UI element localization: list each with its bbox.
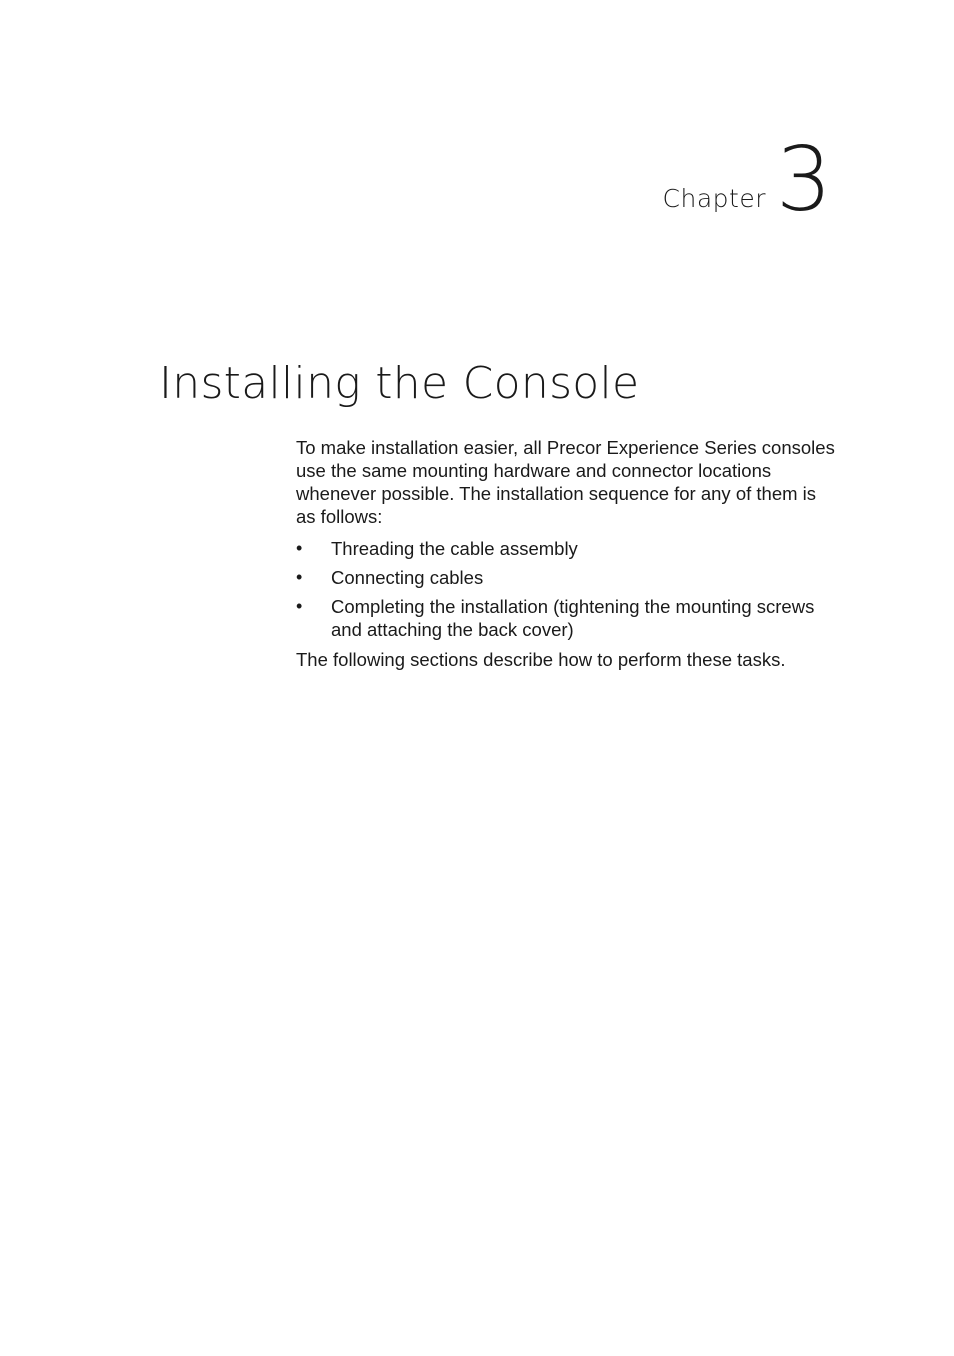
list-item-text: Threading the cable assembly bbox=[331, 538, 578, 559]
chapter-label: Chapter bbox=[662, 184, 766, 213]
page-title: Installing the Console bbox=[159, 358, 640, 409]
installation-steps-list bbox=[296, 537, 836, 641]
bullet-icon: • bbox=[296, 596, 303, 616]
chapter-body bbox=[296, 436, 836, 671]
chapter-number: 3 bbox=[776, 128, 832, 231]
list-item bbox=[296, 595, 836, 641]
list-item-text: Completing the installation (tightening the mounting screws and attaching the back cover) bbox=[331, 596, 815, 640]
bullet-icon: • bbox=[296, 567, 303, 587]
list-item bbox=[296, 537, 836, 560]
intro-paragraph: To make installation easier, all Precor Experience Series consoles use the same mounting hardware and connector locations whenever possible. The installation sequence for any of them is as follows: bbox=[296, 437, 835, 527]
list-item-text: Connecting cables bbox=[331, 567, 484, 588]
chapter-heading bbox=[662, 128, 832, 231]
outro-paragraph: The following sections describe how to perform these tasks. bbox=[296, 649, 786, 670]
list-item bbox=[296, 566, 836, 589]
bullet-icon: • bbox=[296, 538, 303, 558]
